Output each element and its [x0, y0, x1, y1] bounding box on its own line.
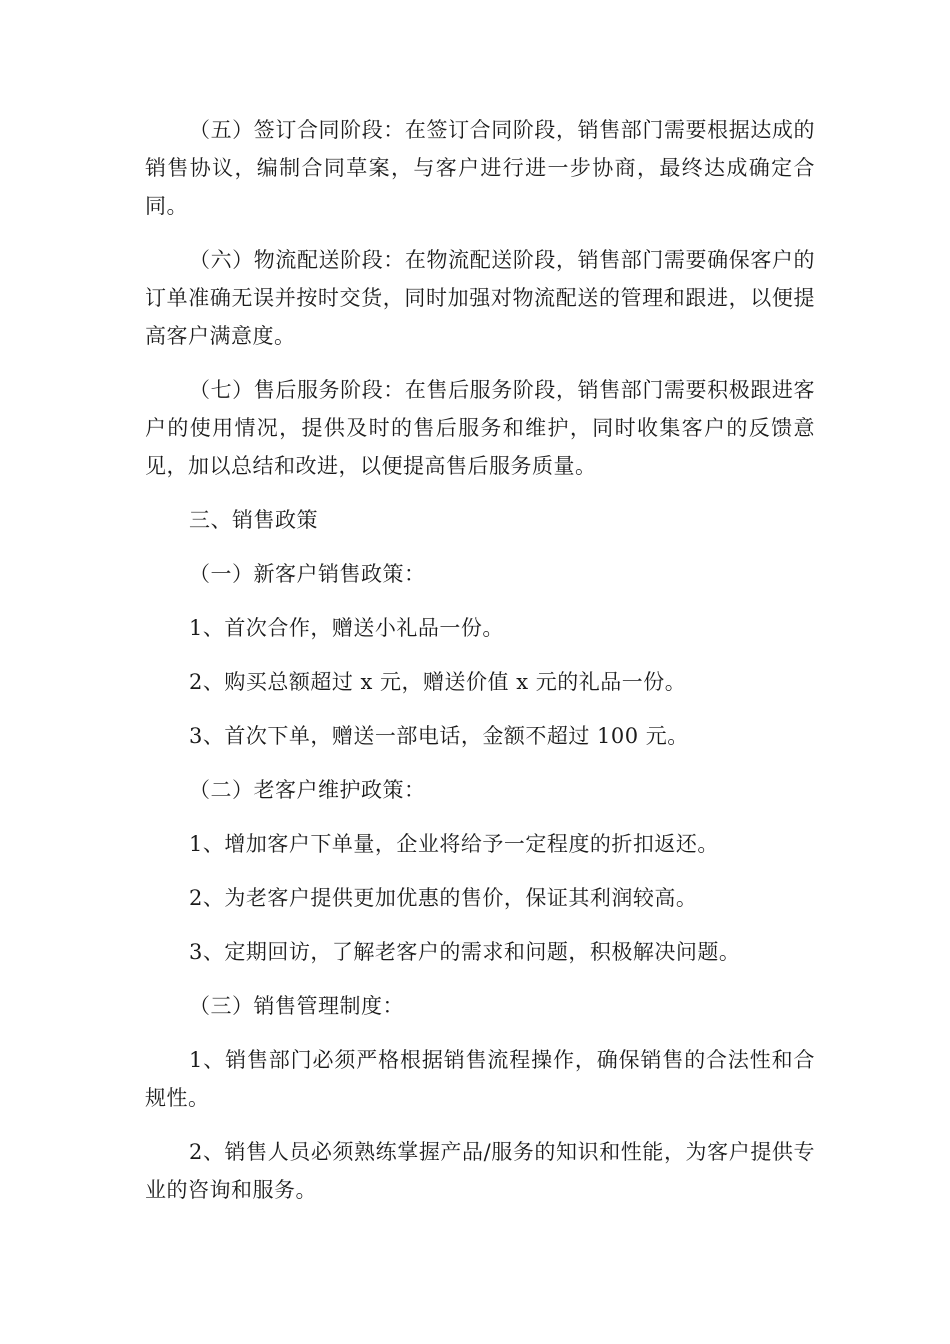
subheading-old-customer-policy: （二）老客户维护政策：: [189, 778, 426, 802]
list-item: 2、购买总额超过 x 元，赠送价值 x 元的礼品一份。: [189, 670, 687, 694]
paragraph-after-sales-stage: （七）售后服务阶段：在售后服务阶段，销售部门需要积极跟进客户的使用情况，提供及时的售后服务和维护，同时收集客户的反馈意见，加以总结和改进，以便提高售后服务质量。: [145, 378, 815, 478]
list-item: 1、销售部门必须严格根据销售流程操作，确保销售的合法性和合规性。: [145, 1048, 815, 1110]
paragraph-contract-stage: （五）签订合同阶段：在签订合同阶段，销售部门需要根据达成的销售协议，编制合同草案，与客户进行进一步协商，最终达成确定合同。: [145, 118, 815, 218]
subheading-new-customer-policy: （一）新客户销售政策：: [189, 562, 426, 586]
list-item: 1、增加客户下单量，企业将给予一定程度的折扣返还。: [189, 832, 719, 856]
list-item: 2、为老客户提供更加优惠的售价，保证其利润较高。: [189, 886, 698, 910]
section-heading-sales-policy: 三、销售政策: [189, 508, 318, 532]
list-item: 3、首次下单，赠送一部电话，金额不超过 100 元。: [189, 724, 689, 748]
subheading-sales-management: （三）销售管理制度：: [189, 994, 404, 1018]
paragraph-logistics-stage: （六）物流配送阶段：在物流配送阶段，销售部门需要确保客户的订单准确无误并按时交货，同时加强对物流配送的管理和跟进，以便提高客户满意度。: [145, 248, 815, 348]
list-item: 2、销售人员必须熟练掌握产品/服务的知识和性能，为客户提供专业的咨询和服务。: [145, 1140, 815, 1202]
document-body: [145, 111, 815, 1225]
list-item: 3、定期回访，了解老客户的需求和问题，积极解决问题。: [189, 940, 741, 964]
list-item: 1、首次合作，赠送小礼品一份。: [189, 616, 504, 640]
